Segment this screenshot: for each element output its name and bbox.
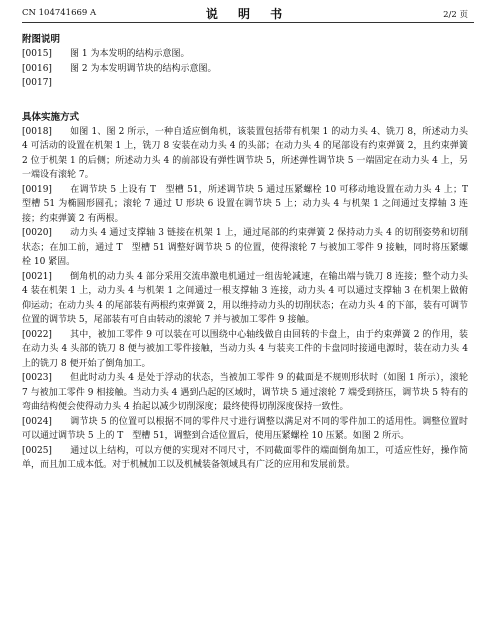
paragraph <box>22 47 468 62</box>
section-title-embodiment: 具体实施方式 <box>22 111 80 123</box>
paragraph <box>22 328 468 372</box>
paragraph-number: [0016] <box>22 63 52 74</box>
paragraph <box>22 270 468 328</box>
section-title-drawings: 附图说明 <box>22 34 61 45</box>
paragraph-number: [0024] <box>22 416 52 427</box>
paragraph-number: [0023] <box>22 373 52 383</box>
paragraph-text: 通过以上结构，可以方便的实现对不同尺寸，不同截面零件的端面倒角加工，可适应性好，操作简单，而且加工成本低。对于机械加工以及机械装备领域具有广泛的应用和发展前景。 <box>22 445 468 470</box>
paragraph <box>22 444 468 473</box>
page-number: 2/2 页 <box>443 10 468 20</box>
paragraph-text: 其中，被加工零件 9 可以装在可以围绕中心轴线做自由回转的卡盘上，由于约束弹簧 2 的作用，装在动力头 4 头部的铣刀 8 便与被加工零件接触，当动力头 4 与装夹工件的卡盘同时接通电源时，装在动力头 4 上的铣刀 8 便开始了倒角加工。 <box>22 329 468 369</box>
paragraph-text: 调节块 5 的位置可以根据不同的零件尺寸进行调整以满足对不同的零件加工的适用性。调整位置时可以通过调节块 5 上的 T 型槽 51，调整到合适位置后，使用压紧螺栓 10 压紧。如图 2 所示。 <box>22 416 468 441</box>
paragraph-text: 倒角机的动力头 4 部分采用交流串激电机通过一组齿轮减速，在输出端与铣刀 8 连接；整个动力头 4 装在机架 1 上，动力头 4 与机架 1 之间通过一根支撑轴 3 连接，动力头 4 可以通过支撑轴 3 在机架上做俯仰运动；在动力头 4 的尾部装有两根约束弹簧 2，用以维持动力头的切削状态；在动力头 4 的下部，装有可调节位置的调节块 5，尾部装有可自由转动的滚轮 7 并与被加工零件 9 接触。 <box>22 271 468 325</box>
paragraph <box>22 371 468 415</box>
page-header <box>22 0 474 23</box>
paragraph-text: 图 1 为本发明的结构示意图。 <box>70 49 190 59</box>
paragraph-number: [0017] <box>22 78 52 88</box>
paragraph <box>22 415 468 444</box>
embodiment-list <box>22 125 480 473</box>
paragraph-text: 在调节块 5 上设有 T 型槽 51，所述调节块 5 通过压紧螺栓 10 可移动地设置在动力头 4 上；T 型槽 51 为椭圆形圆孔；滚轮 7 通过 U 形块 6 设置在调节块 5 上；动力头 4 与机架 1 之间通过支撑轴 3 连接；约束弹簧 2 有两根。 <box>22 184 478 224</box>
paragraph-number: [0015] <box>22 49 52 59</box>
paragraph-number: [0022] <box>22 329 52 340</box>
paragraph-number: [0025] <box>22 445 52 456</box>
paragraph-number: [0021] <box>22 271 52 282</box>
paragraph <box>22 125 468 183</box>
paragraph <box>22 62 468 77</box>
paragraph <box>22 183 478 227</box>
paragraph <box>22 226 468 270</box>
paragraph-number: [0019] <box>22 184 52 195</box>
paragraph-text: 动力头 4 通过支撑轴 3 链接在机架 1 上，通过尾部的约束弹簧 2 保持动力头 4 的切削姿势和切削状态；在加工前，通过 T 型槽 51 调整好调节块 5 的位置，使得滚轮 7 与被加工零件 9 接触，同时将压紧螺栓 10 紧固。 <box>22 228 468 267</box>
paragraph-text: 如图 1、图 2 所示，一种自适应倒角机，该装置包括带有机架 1 的动力头 4、铣刀 8，所述动力头 4 可活动的设置在机架 1 上，铣刀 8 安装在动力头 4 的头部；在动力头 4 的尾部设有约束弹簧 2，且约束弹簧 2 位于机架 1 的后侧；所述动力头 4 的前部设有弹性调节块 5，所述弹性调节块 5 一端固定在动力头 4 上，另一端设有滚轮 7。 <box>22 126 468 180</box>
paragraph-number: [0018] <box>22 126 52 137</box>
paragraph-text: 图 2 为本发明调节块的结构示意图。 <box>70 63 217 74</box>
paragraph-text: 但此时动力头 4 是处于浮动的状态，当被加工零件 9 的截面是不规则形状时（如图 1 所示），滚轮 7 与被加工零件 9 相接触。当动力头 4 遇到凸起的区域时，调节块 5 通过滚轮 7 端受到挤压，调节块 5 特有的弯曲结构便会使得动力头 4 抬起以减少切削深度；最终使得切削深度保持一致性。 <box>22 373 468 412</box>
drawings-list <box>22 47 480 91</box>
document-title: 说 明 书 <box>205 7 291 21</box>
paragraph <box>22 76 468 91</box>
paragraph-number: [0020] <box>22 228 52 238</box>
patent-number: CN 104741669 A <box>22 8 97 18</box>
